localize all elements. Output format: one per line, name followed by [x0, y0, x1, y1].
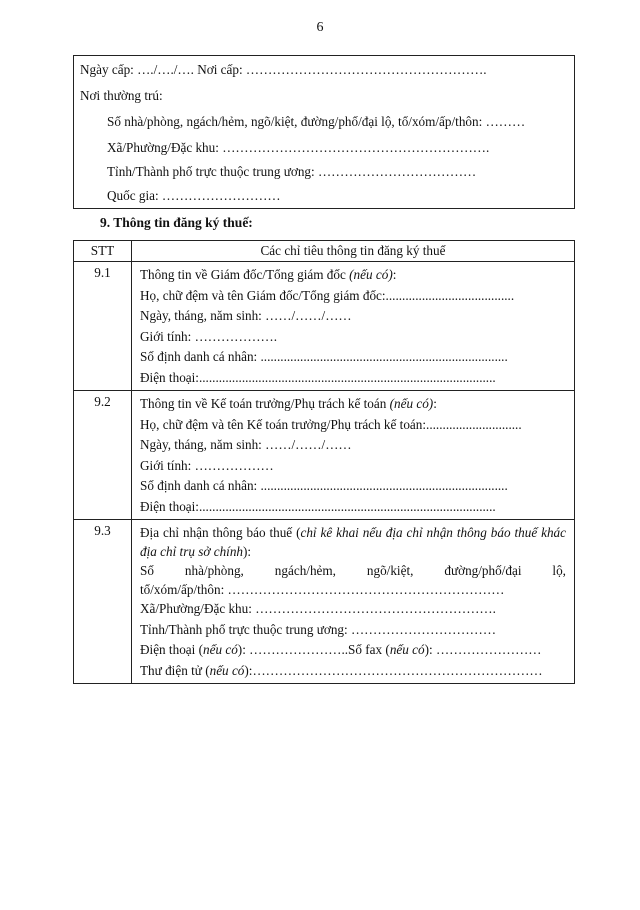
content-cell: [132, 520, 575, 684]
director-gender-line: Giới tính: ……………….: [140, 328, 278, 344]
stt-cell: [74, 262, 132, 391]
page-number: 6: [316, 20, 324, 35]
header-stt: STT: [74, 241, 132, 262]
section-title: 9. Thông tin đăng ký thuế:: [100, 215, 253, 230]
country-line: Quốc gia: ………………………: [107, 188, 281, 203]
stt-9-1: 9.1: [94, 265, 111, 280]
table-row: [74, 391, 575, 520]
notice-street-line: Số nhà/phòng, ngách/hẻm, ngõ/kiệt, đường/phố/đại lộ,: [140, 563, 566, 578]
director-phone-line: Điện thoại:..........................................................................................: [140, 369, 496, 385]
director-name-line: Họ, chữ đệm và tên Giám đốc/Tổng giám đốc:.......................................: [140, 287, 515, 303]
accountant-dob-line: Ngày, tháng, năm sinh: ……/……/……: [140, 437, 352, 452]
stt-cell: [74, 391, 132, 520]
director-title: Thông tin về Giám đốc/Tổng giám đốc (nếu có):: [140, 267, 397, 282]
notice-address-title: Địa chỉ nhận thông báo thuế (chỉ kê khai nếu địa chỉ nhận thông báo thuế khác địa chỉ trụ sở chính):: [140, 525, 566, 559]
accountant-id-line: Số định danh cá nhân: ...........................................................................: [140, 478, 508, 493]
address-box: [73, 55, 575, 209]
province-line: Tỉnh/Thành phố trực thuộc trung ương: ………………………………: [107, 164, 477, 179]
issue-date-line: Ngày cấp: …./…./…. Nơi cấp: ……………………………………………….: [80, 62, 487, 77]
tax-registration-table: [73, 240, 575, 684]
notice-street-cont-line: tổ/xóm/ấp/thôn: ………………………………………………………: [140, 582, 505, 597]
street-line: Số nhà/phòng, ngách/hẻm, ngõ/kiệt, đường/phố/đại lộ, tổ/xóm/ấp/thôn: ………: [107, 114, 526, 129]
director-id-line: Số định danh cá nhân: ...........................................................................: [140, 349, 508, 364]
notice-phone-fax-line: Điện thoại (nếu có): …………………..Số fax (nếu có): ……………………: [140, 642, 542, 657]
accountant-phone-line: Điện thoại:..........................................................................................: [140, 498, 496, 514]
content-cell: [132, 391, 575, 520]
ward-line: Xã/Phường/Đặc khu: …………………………………………………….: [107, 140, 490, 155]
content-cell: [132, 262, 575, 391]
table-row: [74, 520, 575, 684]
header-content: Các chỉ tiêu thông tin đăng ký thuế: [132, 241, 575, 262]
notice-province-line: Tỉnh/Thành phố trực thuộc trung ương: ……………………………: [140, 621, 497, 637]
notice-email-line: Thư điện tử (nếu có):…………………………………………………………: [140, 662, 543, 678]
accountant-title: Thông tin về Kế toán trưởng/Phụ trách kế toán (nếu có):: [140, 396, 437, 411]
accountant-name-line: Họ, chữ đệm và tên Kế toán trưởng/Phụ trách kế toán:.............................: [140, 416, 522, 432]
accountant-gender-line: Giới tính: ………………: [140, 457, 274, 473]
permanent-residence-label: Nơi thường trú:: [80, 88, 163, 103]
table-row: [74, 262, 575, 391]
table-header-row: [74, 241, 575, 262]
stt-9-3: 9.3: [94, 523, 111, 538]
stt-cell: [74, 520, 132, 684]
stt-9-2: 9.2: [94, 394, 111, 409]
notice-ward-line: Xã/Phường/Đặc khu: ……………………………………………….: [140, 601, 496, 616]
director-dob-line: Ngày, tháng, năm sinh: ……/……/……: [140, 308, 352, 323]
